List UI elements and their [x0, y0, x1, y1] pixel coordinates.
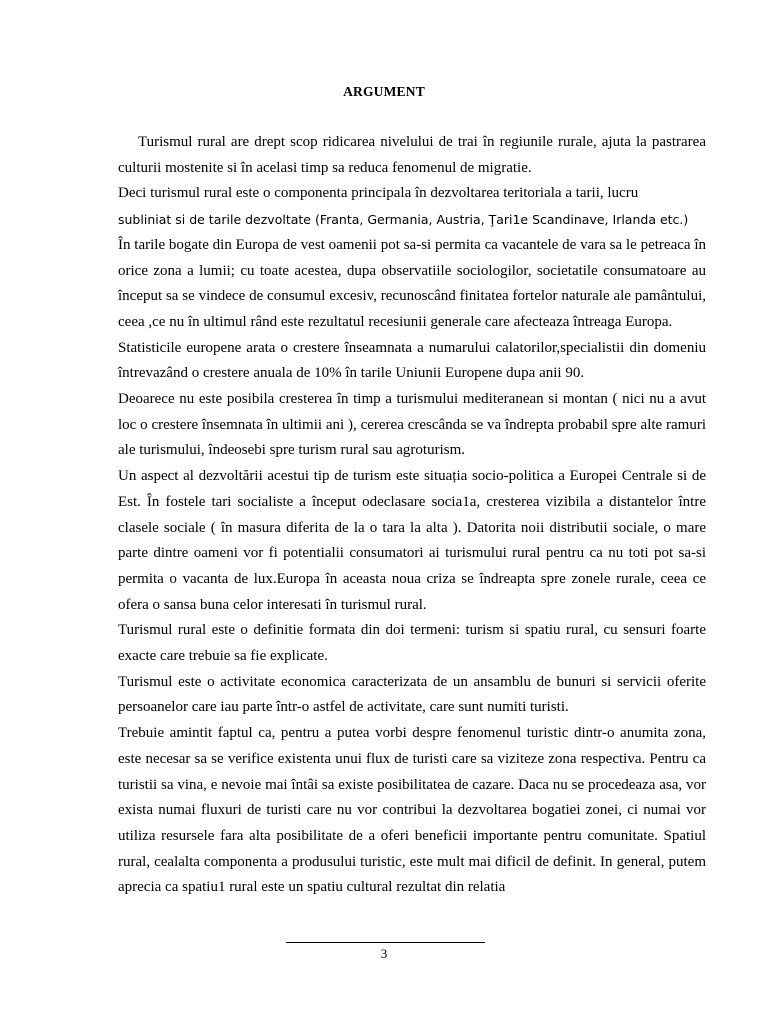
paragraph-central-europe: Un aspect al dezvoltării acestui tip de turism este situația socio-politica a Europei Centrale si de Est. În fostele tari socialiste a început odeclasare socia1a, cresterea vizibila a distantelor între clasele sociale ( în masura diferita de la o tara la alta ). Datorita noii distributii sociale, o mare parte dintre oameni vor fi potentialii consumatori ai turismului rural pentru ca nu toti pot sa-si permita o vacanta de lux.Europa în aceasta noua criza se îndreapta spre zonele rurale, ceea ce ofera o sansa buna celor interesati în turismul rural.: [118, 468, 706, 613]
paragraph-tourist-flow: Trebuie amintit faptul ca, pentru a putea vorbi despre fenomenul turistic dintr-o anumita zona, este necesar sa se verifice existenta unui flux de turisti care sa viziteze zona respectiva. Pentru ca turistii sa vina, e nevoie mai întâi sa existe posibilitatea de cazare. Daca nu se procedeaza asa, vor exista numai fluxuri de turisti care nu vor contribui la dezvoltarea bogatiei zonei, ci numai vor utiliza resursele fara alta posibilitate de a oferi beneficii importante pentru comunitate. Spatiul rural, cealalta componenta a produsului turistic, este mult mai dificil de definit. In general, putem aprecia ca spatiu1 rural este un spatiu cultural rezultat din relatia: [118, 725, 706, 896]
body-text: [118, 130, 706, 901]
paragraph-component: Deci turismul rural este o componenta principala în dezvoltarea teritoriala a tarii, lucru: [118, 185, 639, 202]
page-number: 3: [380, 946, 388, 961]
paragraph-developed-countries: subliniat si de tarile dezvoltate (Franta, Germania, Austria, Ţari1e Scandinave, Irlanda etc.): [118, 212, 689, 228]
paragraph-mediterranean: Deoarece nu este posibila cresterea în timp a turismului mediteranean si montan ( nici nu a avut loc o crestere însemnata în ultimii ani ), cererea crescânda se va îndrepta probabil spre alte ramuri ale turismului, îndeosebi spre turism rural sau agroturism.: [118, 391, 706, 459]
footer-divider: [286, 942, 485, 943]
page-title: ARGUMENT: [343, 84, 425, 99]
paragraph-statistics: Statisticile europene arata o crestere înseamnata a numarului calatorilor,specialistii din domeniu întrevazând o crestere anuala de 10% în tarile Uniunii Europene dupa anii 90.: [118, 339, 706, 382]
paragraph-western-europe: În tarile bogate din Europa de vest oamenii pot sa-si permita ca vacantele de vara sa le petreaca în orice zona a lumii; cu toate acestea, dupa observatiile sociologilor, societatile consumatoare au început sa se vindece de consumul excesiv, recunoscând finitatea fortelor naturale ale pamântului, ceea ,ce nu în ultimul rând este rezultatul recesiunii generale care afecteaza întreaga Europa.: [118, 236, 706, 330]
paragraph-intro: Turismul rural are drept scop ridicarea nivelului de trai în regiunile rurale, ajuta la pastrarea culturii mostenite si în acelasi timp sa reduca fenomenul de migratie.: [118, 134, 706, 176]
paragraph-tourism-activity: Turismul este o activitate economica caracterizata de un ansamblu de bunuri si servicii oferite persoanelor care iau parte într-o astfel de activitate, care sunt numiti turisti.: [118, 673, 706, 716]
paragraph-definition: Turismul rural este o definitie formata din doi termeni: turism si spatiu rural, cu sensuri foarte exacte care trebuie sa fie explicate.: [118, 622, 706, 665]
